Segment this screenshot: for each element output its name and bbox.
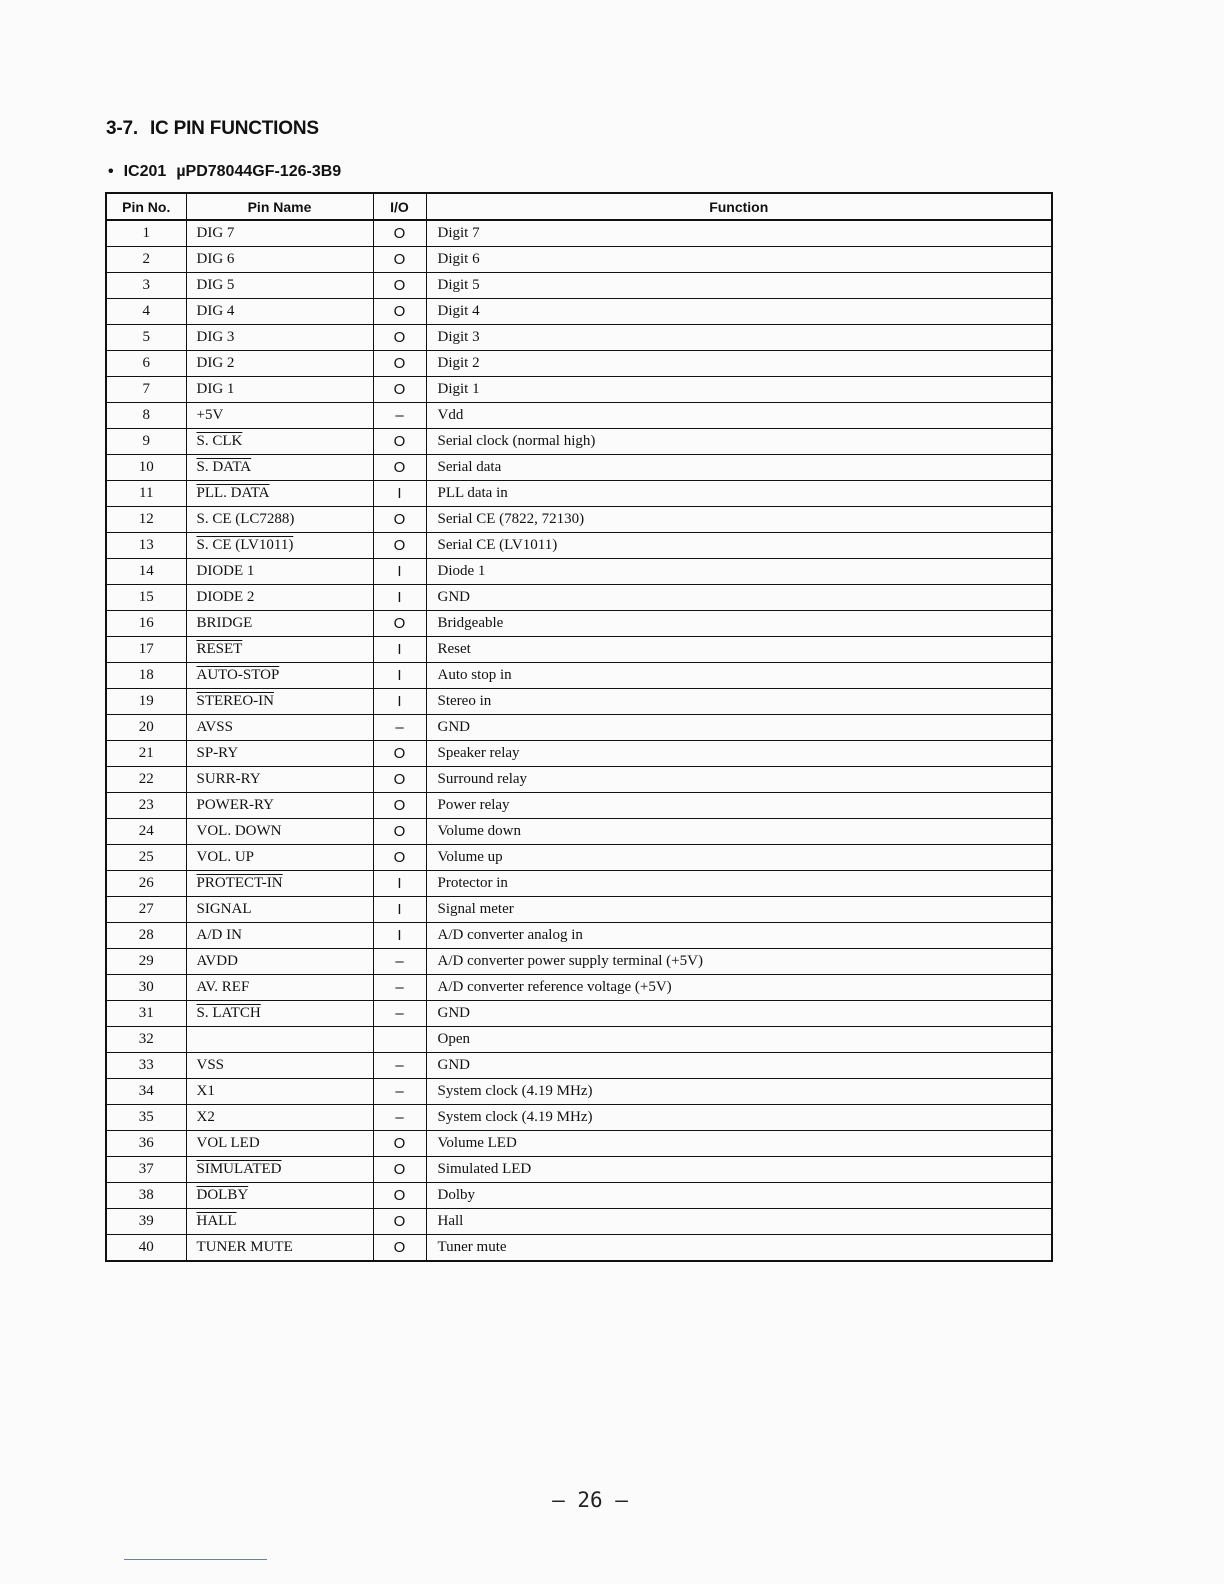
pin-name-cell (186, 689, 373, 715)
pin-number-cell: 35 (106, 1105, 186, 1131)
pin-name-cell (186, 247, 373, 273)
pin-name-cell (186, 1235, 373, 1262)
pin-number-cell: 20 (106, 715, 186, 741)
pin-function-cell: GND (426, 1053, 1052, 1079)
pin-name-cell (186, 871, 373, 897)
pin-name-text: S. LATCH (196, 1005, 261, 1021)
pin-number-cell: 4 (106, 299, 186, 325)
table-row (106, 637, 1052, 663)
pin-name-cell (186, 351, 373, 377)
pin-name-cell (186, 663, 373, 689)
table-row (106, 1027, 1052, 1053)
table-row (106, 403, 1052, 429)
table-row (106, 481, 1052, 507)
section-title (106, 118, 319, 140)
pin-name-text: BRIDGE (196, 615, 253, 631)
pin-function-cell: Digit 1 (426, 377, 1052, 403)
pin-function-cell: Bridgeable (426, 611, 1052, 637)
table-row (106, 611, 1052, 637)
pin-name-cell (186, 637, 373, 663)
bullet-icon: • (108, 163, 114, 180)
pin-number-cell: 13 (106, 533, 186, 559)
table-row (106, 1235, 1052, 1262)
pin-name-cell (186, 533, 373, 559)
table-row (106, 247, 1052, 273)
pin-number-cell: 22 (106, 767, 186, 793)
pin-name-cell (186, 715, 373, 741)
pin-name-cell (186, 1079, 373, 1105)
pin-number-cell: 10 (106, 455, 186, 481)
pin-name-text: +5V (196, 407, 224, 423)
pin-io-cell: O (373, 1131, 426, 1157)
header-io: I/O (373, 193, 426, 220)
pin-function-cell: Stereo in (426, 689, 1052, 715)
pin-io-cell: O (373, 299, 426, 325)
table-header (106, 193, 1052, 220)
pin-name-text: PLL. DATA (196, 485, 270, 501)
table-row (106, 793, 1052, 819)
pin-io-cell: O (373, 1235, 426, 1262)
pin-function-cell: Digit 3 (426, 325, 1052, 351)
pin-number-cell: 24 (106, 819, 186, 845)
pin-function-cell: Serial clock (normal high) (426, 429, 1052, 455)
pin-name-text: DOLBY (196, 1187, 249, 1203)
pin-io-cell: I (373, 481, 426, 507)
header-pin-no: Pin No. (106, 193, 186, 220)
pin-number-cell: 12 (106, 507, 186, 533)
pin-number-cell: 39 (106, 1209, 186, 1235)
pin-number-cell: 25 (106, 845, 186, 871)
pin-io-cell: – (373, 1053, 426, 1079)
table-row (106, 559, 1052, 585)
pin-function-cell: Surround relay (426, 767, 1052, 793)
pin-function-cell: GND (426, 715, 1052, 741)
pin-name-text: DIG 5 (196, 277, 235, 293)
pin-number-cell: 26 (106, 871, 186, 897)
pin-io-cell: O (373, 507, 426, 533)
table-row (106, 949, 1052, 975)
pin-name-text: DIG 2 (196, 355, 235, 371)
table-row (106, 715, 1052, 741)
pin-function-cell: A/D converter reference voltage (+5V) (426, 975, 1052, 1001)
pin-name-text: HALL (196, 1213, 237, 1229)
pin-function-cell: Volume LED (426, 1131, 1052, 1157)
table-row (106, 533, 1052, 559)
table-row (106, 975, 1052, 1001)
pin-name-text: AVSS (196, 719, 233, 735)
pin-function-cell: Volume up (426, 845, 1052, 871)
pin-number-cell: 27 (106, 897, 186, 923)
table-row (106, 351, 1052, 377)
pin-name-text: DIG 3 (196, 329, 235, 345)
pin-number-cell: 34 (106, 1079, 186, 1105)
pin-function-cell: Digit 6 (426, 247, 1052, 273)
pin-io-cell (373, 1027, 426, 1053)
pin-name-cell (186, 1157, 373, 1183)
table-row (106, 897, 1052, 923)
pin-io-cell: – (373, 1001, 426, 1027)
table-row (106, 273, 1052, 299)
pin-function-cell: System clock (4.19 MHz) (426, 1079, 1052, 1105)
pin-io-cell: O (373, 1183, 426, 1209)
pin-function-cell: Protector in (426, 871, 1052, 897)
pin-name-cell (186, 1027, 373, 1053)
pin-name-cell (186, 481, 373, 507)
table-row (106, 429, 1052, 455)
pin-name-cell (186, 403, 373, 429)
pin-name-text: VSS (196, 1057, 225, 1073)
pin-io-cell: O (373, 819, 426, 845)
pin-number-cell: 23 (106, 793, 186, 819)
ic-reference: IC201 (123, 163, 167, 180)
pin-name-text: RESET (196, 641, 243, 657)
pin-function-cell: Dolby (426, 1183, 1052, 1209)
table-row (106, 325, 1052, 351)
pin-name-text: VOL. DOWN (196, 823, 282, 839)
pin-number-cell: 6 (106, 351, 186, 377)
pin-number-cell: 33 (106, 1053, 186, 1079)
pin-function-cell: System clock (4.19 MHz) (426, 1105, 1052, 1131)
pin-name-cell (186, 299, 373, 325)
pin-name-cell (186, 1183, 373, 1209)
pin-name-cell (186, 507, 373, 533)
pin-function-cell: Vdd (426, 403, 1052, 429)
pin-function-cell: Serial CE (LV1011) (426, 533, 1052, 559)
pin-name-cell (186, 767, 373, 793)
pin-name-cell (186, 1131, 373, 1157)
pin-io-cell: O (373, 455, 426, 481)
table-header-row (106, 193, 1052, 220)
pin-name-text: SURR-RY (196, 771, 261, 787)
pin-name-text: DIODE 2 (196, 589, 255, 605)
pin-name-text: DIG 1 (196, 381, 235, 397)
table-row (106, 1105, 1052, 1131)
pin-function-cell: Serial data (426, 455, 1052, 481)
table-row (106, 767, 1052, 793)
ic-part-number: µPD78044GF-126-3B9 (176, 163, 342, 180)
pin-function-cell: Open (426, 1027, 1052, 1053)
pin-number-cell: 9 (106, 429, 186, 455)
pin-number-cell: 19 (106, 689, 186, 715)
table-body (106, 220, 1052, 1261)
pin-name-cell (186, 1209, 373, 1235)
pin-name-text: S. CLK (196, 433, 243, 449)
pin-number-cell: 17 (106, 637, 186, 663)
pin-io-cell: O (373, 793, 426, 819)
pin-number-cell: 3 (106, 273, 186, 299)
pin-io-cell: I (373, 663, 426, 689)
pin-function-cell: Reset (426, 637, 1052, 663)
pin-name-text: AUTO-STOP (196, 667, 280, 683)
pin-name-cell (186, 1053, 373, 1079)
pin-name-cell (186, 611, 373, 637)
pin-io-cell: I (373, 559, 426, 585)
pin-function-cell: GND (426, 1001, 1052, 1027)
pin-number-cell: 28 (106, 923, 186, 949)
pin-io-cell: O (373, 533, 426, 559)
pin-io-cell: – (373, 975, 426, 1001)
pin-number-cell: 11 (106, 481, 186, 507)
pin-name-cell (186, 741, 373, 767)
pin-number-cell: 8 (106, 403, 186, 429)
table-row (106, 1209, 1052, 1235)
pin-function-cell: Signal meter (426, 897, 1052, 923)
pin-number-cell: 15 (106, 585, 186, 611)
pin-number-cell: 38 (106, 1183, 186, 1209)
pin-function-cell: Tuner mute (426, 1235, 1052, 1262)
pin-function-cell: Simulated LED (426, 1157, 1052, 1183)
pin-io-cell: O (373, 377, 426, 403)
pin-function-cell: Auto stop in (426, 663, 1052, 689)
pin-name-cell (186, 793, 373, 819)
pin-name-text: DIG 7 (196, 225, 235, 241)
ic-heading (108, 163, 341, 181)
pin-name-text: PROTECT-IN (196, 875, 283, 891)
pin-io-cell: O (373, 351, 426, 377)
table-row (106, 377, 1052, 403)
pin-name-cell (186, 975, 373, 1001)
pin-name-text: S. DATA (196, 459, 252, 475)
pin-function-cell: Digit 2 (426, 351, 1052, 377)
pin-io-cell: O (373, 741, 426, 767)
table-row (106, 1157, 1052, 1183)
table-row (106, 1053, 1052, 1079)
pin-number-cell: 30 (106, 975, 186, 1001)
pin-number-cell: 16 (106, 611, 186, 637)
pin-name-text: TUNER MUTE (196, 1239, 293, 1255)
pin-name-cell (186, 325, 373, 351)
pin-number-cell: 31 (106, 1001, 186, 1027)
table-row (106, 220, 1052, 247)
pin-function-cell: Digit 7 (426, 220, 1052, 247)
pin-function-cell: Volume down (426, 819, 1052, 845)
header-pin-name: Pin Name (186, 193, 373, 220)
pin-function-cell: Power relay (426, 793, 1052, 819)
table-row (106, 299, 1052, 325)
section-number: 3-7. (106, 118, 138, 139)
pin-name-cell (186, 949, 373, 975)
pin-number-cell: 18 (106, 663, 186, 689)
pin-io-cell: O (373, 1209, 426, 1235)
pin-number-cell: 40 (106, 1235, 186, 1262)
pin-io-cell: I (373, 897, 426, 923)
pin-io-cell: I (373, 637, 426, 663)
header-function: Function (426, 193, 1052, 220)
pin-io-cell: – (373, 1079, 426, 1105)
pin-io-cell: O (373, 220, 426, 247)
pin-function-cell: PLL data in (426, 481, 1052, 507)
pin-number-cell: 21 (106, 741, 186, 767)
pin-name-text: X1 (196, 1083, 215, 1099)
pin-number-cell: 1 (106, 220, 186, 247)
pin-name-cell (186, 1105, 373, 1131)
pin-number-cell: 37 (106, 1157, 186, 1183)
table-row (106, 585, 1052, 611)
pin-name-text: S. CE (LC7288) (196, 511, 295, 527)
table-row (106, 1183, 1052, 1209)
pin-name-text: STEREO-IN (196, 693, 274, 709)
pin-io-cell: O (373, 1157, 426, 1183)
pin-io-cell: O (373, 325, 426, 351)
table-row (106, 455, 1052, 481)
pin-number-cell: 7 (106, 377, 186, 403)
table-row (106, 871, 1052, 897)
pin-name-text: SIGNAL (196, 901, 252, 917)
pin-number-cell: 5 (106, 325, 186, 351)
table-row (106, 1001, 1052, 1027)
pin-name-text: DIG 4 (196, 303, 235, 319)
pin-function-cell: Digit 5 (426, 273, 1052, 299)
pin-io-cell: – (373, 403, 426, 429)
page-number: — 26 — (552, 1488, 628, 1512)
pin-name-cell (186, 455, 373, 481)
pin-name-text: AV. REF (196, 979, 250, 995)
pin-name-cell (186, 819, 373, 845)
table-row (106, 923, 1052, 949)
footer-divider (124, 1559, 267, 1560)
table-row (106, 1079, 1052, 1105)
pin-name-cell (186, 923, 373, 949)
pin-function-cell: Speaker relay (426, 741, 1052, 767)
pin-name-text: VOL LED (196, 1135, 260, 1151)
pin-function-cell: A/D converter power supply terminal (+5V) (426, 949, 1052, 975)
table-row (106, 507, 1052, 533)
pin-number-cell: 14 (106, 559, 186, 585)
pin-name-text: AVDD (196, 953, 238, 969)
pin-io-cell: – (373, 1105, 426, 1131)
table-row (106, 689, 1052, 715)
pin-name-cell (186, 429, 373, 455)
pin-number-cell: 2 (106, 247, 186, 273)
table-row (106, 663, 1052, 689)
pin-number-cell: 32 (106, 1027, 186, 1053)
pin-name-cell (186, 220, 373, 247)
pin-number-cell: 36 (106, 1131, 186, 1157)
pin-io-cell: O (373, 247, 426, 273)
pin-name-text: SP-RY (196, 745, 239, 761)
pin-io-cell: – (373, 949, 426, 975)
pin-name-text: X2 (196, 1109, 215, 1125)
pin-io-cell: I (373, 689, 426, 715)
pin-name-cell (186, 377, 373, 403)
pin-name-text: DIODE 1 (196, 563, 255, 579)
pin-io-cell: I (373, 923, 426, 949)
pin-name-text: DIG 6 (196, 251, 235, 267)
table-row (106, 819, 1052, 845)
pin-function-cell: A/D converter analog in (426, 923, 1052, 949)
pin-name-text: POWER-RY (196, 797, 275, 813)
pin-name-text: SIMULATED (196, 1161, 282, 1177)
pin-function-cell: GND (426, 585, 1052, 611)
pin-io-cell: – (373, 715, 426, 741)
pin-io-cell: O (373, 429, 426, 455)
pin-function-table (105, 192, 1053, 1262)
pin-name-cell (186, 845, 373, 871)
pin-name-cell (186, 1001, 373, 1027)
pin-name-cell (186, 897, 373, 923)
pin-io-cell: O (373, 611, 426, 637)
pin-io-cell: O (373, 767, 426, 793)
section-title-text: IC PIN FUNCTIONS (149, 118, 319, 139)
table-row (106, 845, 1052, 871)
pin-io-cell: O (373, 845, 426, 871)
pin-function-cell: Serial CE (7822, 72130) (426, 507, 1052, 533)
pin-io-cell: O (373, 273, 426, 299)
pin-name-text: VOL. UP (196, 849, 255, 865)
pin-name-cell (186, 273, 373, 299)
pin-name-text: A/D IN (196, 927, 242, 943)
pin-number-cell: 29 (106, 949, 186, 975)
pin-io-cell: I (373, 585, 426, 611)
pin-name-cell (186, 559, 373, 585)
pin-function-cell: Diode 1 (426, 559, 1052, 585)
pin-name-cell (186, 585, 373, 611)
table-row (106, 741, 1052, 767)
pin-function-cell: Digit 4 (426, 299, 1052, 325)
pin-io-cell: I (373, 871, 426, 897)
pin-name-text: S. CE (LV1011) (196, 537, 294, 553)
pin-function-cell: Hall (426, 1209, 1052, 1235)
table-row (106, 1131, 1052, 1157)
